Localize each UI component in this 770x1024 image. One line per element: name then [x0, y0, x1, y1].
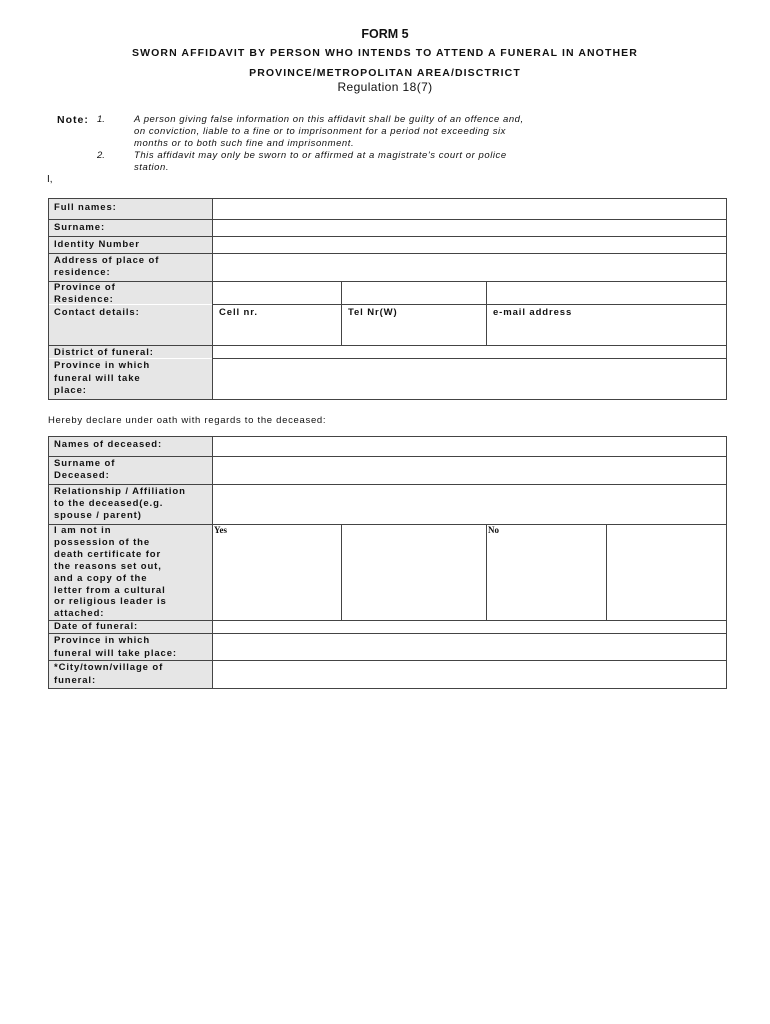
label-surname-deceased — [48, 457, 212, 484]
label-province-funeral-line-1: Province in which — [54, 360, 151, 371]
note-1-line-3: months or to both such fine and imprisonment. — [134, 138, 355, 150]
label-death-cert-line-8: attached: — [54, 608, 105, 620]
note-label: Note: — [57, 114, 89, 126]
province-funeral-field[interactable] — [213, 359, 726, 399]
label-province-residence — [48, 282, 212, 304]
no-label: No — [488, 525, 499, 535]
label-city-funeral — [48, 661, 212, 688]
label-death-certificate — [48, 525, 212, 620]
district-funeral-field[interactable] — [213, 346, 726, 358]
province-funeral-deceased-field[interactable] — [213, 634, 726, 660]
label-province-line-1: Province of — [54, 282, 116, 293]
date-of-funeral-field[interactable] — [213, 621, 726, 633]
label-date-of-funeral: Date of funeral: — [48, 621, 212, 633]
label-relationship-line-3: spouse / parent) — [54, 510, 142, 522]
form-heading-line-2: PROVINCE/METROPOLITAN AREA/DISCTRICT — [249, 67, 521, 79]
label-death-cert-line-6: letter from a cultural — [54, 584, 166, 596]
note-1-line-1: A person giving false information on this affidavit shall be guilty of an offence and, — [134, 114, 524, 125]
label-province-funeral-line-2: funeral will take — [54, 372, 141, 384]
label-province-funeral-deceased-line-1: Province in which — [54, 635, 151, 646]
intro-i-label: I, — [47, 174, 53, 185]
names-of-deceased-field[interactable] — [213, 437, 726, 456]
relationship-field[interactable] — [213, 485, 726, 524]
yes-label: Yes — [214, 525, 227, 535]
label-death-cert-line-4: the reasons set out, — [54, 560, 162, 572]
death-cert-yes-cell[interactable] — [213, 525, 341, 620]
note-1-line-2: on conviction, liable to a fine or to imprisonment for a period not exceeding six — [134, 126, 506, 138]
full-names-field[interactable] — [213, 199, 726, 219]
label-surname-deceased-line-1: Surname of — [54, 458, 116, 469]
regulation-reference: Regulation 18(7) — [337, 80, 433, 94]
label-province-funeral — [48, 359, 212, 399]
label-province-line-2: Residence: — [54, 293, 114, 305]
address-field[interactable] — [213, 254, 726, 281]
label-names-of-deceased: Names of deceased: — [48, 437, 212, 456]
label-district-funeral: District of funeral: — [48, 346, 212, 358]
label-address — [48, 254, 212, 281]
label-relationship-line-2: to the deceased(e.g. — [54, 498, 164, 510]
province-residence-field[interactable] — [213, 282, 341, 304]
label-address-line-1: Address of place of — [54, 255, 160, 266]
label-full-names: Full names: — [48, 199, 212, 219]
label-province-funeral-line-3: place: — [54, 385, 87, 396]
label-death-cert-line-7: or religious leader is — [54, 596, 167, 608]
label-death-cert-line-2: possession of the — [54, 536, 151, 548]
surname-field[interactable] — [213, 220, 726, 236]
city-funeral-field[interactable] — [213, 661, 726, 688]
note-text-2 — [134, 150, 574, 174]
death-cert-yes-answer[interactable] — [342, 525, 486, 620]
email-label: e-mail address — [493, 307, 573, 318]
declaration-text: Hereby declare under oath with regards to the deceased: — [48, 415, 327, 426]
province-residence-field-3[interactable] — [487, 282, 726, 304]
death-cert-no-answer[interactable] — [607, 525, 726, 620]
label-relationship — [48, 485, 212, 524]
note-text-1 — [134, 114, 574, 151]
label-province-funeral-deceased — [48, 634, 212, 660]
label-identity-number: Identity Number — [48, 237, 212, 253]
label-relationship-line-1: Relationship / Affiliation — [54, 486, 186, 497]
form-heading-line-1: SWORN AFFIDAVIT BY PERSON WHO INTENDS TO ATTEND A FUNERAL IN ANOTHER — [132, 47, 638, 59]
label-death-cert-line-3: death certificate for — [54, 548, 162, 560]
label-surname: Surname: — [48, 220, 212, 236]
note-number-2: 2. — [97, 150, 105, 161]
death-cert-no-cell[interactable] — [487, 525, 606, 620]
form-title: FORM 5 — [361, 27, 409, 41]
label-city-funeral-line-2: funeral: — [54, 675, 97, 686]
label-city-funeral-line-1: *City/town/village of — [54, 662, 164, 673]
cell-nr-label: Cell nr. — [219, 307, 258, 318]
label-surname-deceased-line-2: Deceased: — [54, 470, 110, 482]
label-death-cert-line-1: I am not in — [54, 525, 112, 536]
tel-nr-label: Tel Nr(W) — [348, 307, 398, 318]
surname-deceased-field[interactable] — [213, 457, 726, 484]
label-death-cert-line-5: and a copy of the — [54, 572, 148, 584]
label-contact-details: Contact details: — [48, 305, 212, 345]
province-residence-field-2[interactable] — [342, 282, 486, 304]
identity-number-field[interactable] — [213, 237, 726, 253]
label-province-funeral-deceased-line-2: funeral will take place: — [54, 648, 177, 659]
note-2-line-2: station. — [134, 162, 170, 174]
note-number-1: 1. — [97, 114, 105, 125]
label-address-line-2: residence: — [54, 267, 111, 279]
note-2-line-1: This affidavit may only be sworn to or affirmed at a magistrate's court or police — [134, 150, 507, 161]
